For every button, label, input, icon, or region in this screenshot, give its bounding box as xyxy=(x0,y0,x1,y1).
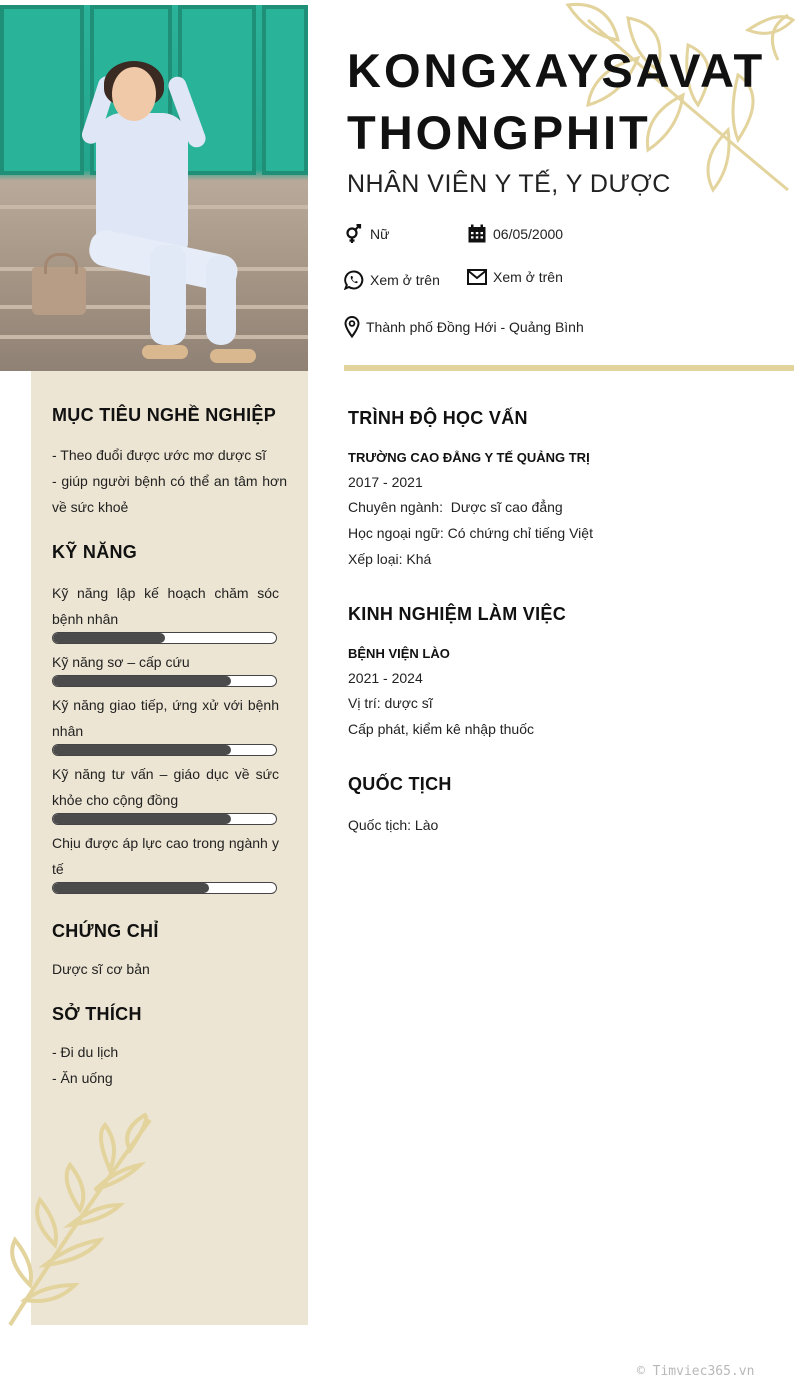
school-name: TRƯỜNG CAO ĐẲNG Y TẾ QUẢNG TRỊ xyxy=(348,450,590,465)
phone-value: Xem ở trên xyxy=(370,272,440,288)
leaf-decoration-bottom xyxy=(0,1110,170,1330)
skill-bar-fill xyxy=(53,745,231,755)
skill-bar xyxy=(52,632,277,644)
objective-line2: - giúp người bệnh có thể an tâm hơn về sức khoẻ xyxy=(52,473,287,515)
name-line2: THONGPHIT xyxy=(347,106,651,159)
calendar-icon xyxy=(467,224,487,244)
certificates-title: CHỨNG CHỈ xyxy=(52,921,159,941)
skill-bar-fill xyxy=(53,676,231,686)
address-info xyxy=(344,316,584,338)
birthday-value: 06/05/2000 xyxy=(493,226,564,242)
company-name: BỆNH VIỆN LÀO xyxy=(348,646,450,661)
email-value: Xem ở trên xyxy=(493,269,563,285)
profile-photo xyxy=(0,5,308,371)
gender-info xyxy=(344,224,389,244)
location-pin-icon xyxy=(344,316,360,338)
skill-bar-fill xyxy=(53,633,165,643)
skill-label: Kỹ năng sơ – cấp cứu xyxy=(52,654,190,670)
whatsapp-icon xyxy=(344,270,364,290)
phone-info xyxy=(344,270,440,290)
hobby-item: - Ăn uống xyxy=(52,1070,113,1086)
skill-label: Kỹ năng giao tiếp, ứng xử với bệnh nhân xyxy=(52,697,279,739)
skill-bar xyxy=(52,882,277,894)
skill-bar xyxy=(52,813,277,825)
footer-watermark: © Timviec365.vn xyxy=(637,1364,755,1379)
education-period: 2017 - 2021 xyxy=(348,474,423,490)
nationality-title: QUỐC TỊCH xyxy=(348,774,452,794)
birthday-info xyxy=(467,224,563,244)
candidate-name xyxy=(347,40,787,164)
skills-title: KỸ NĂNG xyxy=(52,542,138,562)
header-divider xyxy=(344,365,794,371)
skill-label: Kỹ năng lập kế hoạch chăm sóc bệnh nhân xyxy=(52,585,279,627)
education-language: Học ngoại ngữ: Có chứng chỉ tiếng Việt xyxy=(348,525,593,541)
email-info xyxy=(467,268,563,286)
experience-title: KINH NGHIỆM LÀM VIỆC xyxy=(348,604,567,624)
gender-value: Nữ xyxy=(370,226,390,242)
objective-title: MỤC TIÊU NGHỀ NGHIỆP xyxy=(52,405,277,425)
skill-bar xyxy=(52,744,277,756)
experience-duty: Cấp phát, kiểm kê nhập thuốc xyxy=(348,721,535,737)
certificate-item: Dược sĩ cơ bản xyxy=(52,961,150,977)
experience-position: Vị trí: dược sĩ xyxy=(348,695,433,711)
name-line1: KONGXAYSAVAT xyxy=(347,44,766,97)
skill-bar xyxy=(52,675,277,687)
mail-icon xyxy=(467,268,487,286)
education-major: Chuyên ngành: Dược sĩ cao đẳng xyxy=(348,499,563,515)
skill-label: Kỹ năng tư vấn – giáo dục về sức khỏe cho cộng đồng xyxy=(52,766,279,808)
gender-icon xyxy=(344,224,364,244)
objective-line1: - Theo đuổi được ước mơ dược sĩ xyxy=(52,447,266,463)
skill-bar-fill xyxy=(53,814,231,824)
address-value: Thành phố Đồng Hới - Quảng Bình xyxy=(366,319,584,335)
nationality-value: Quốc tịch: Lào xyxy=(348,817,439,833)
hobby-item: - Đi du lịch xyxy=(52,1044,119,1060)
skill-bar-fill xyxy=(53,883,209,893)
job-title: NHÂN VIÊN Y TẾ, Y DƯỢC xyxy=(347,170,671,198)
hobbies-title: SỞ THÍCH xyxy=(52,1004,142,1024)
education-grade: Xếp loại: Khá xyxy=(348,551,432,567)
experience-period: 2021 - 2024 xyxy=(348,670,423,686)
education-title: TRÌNH ĐỘ HỌC VẤN xyxy=(348,408,528,428)
skill-label: Chịu được áp lực cao trong ngành y tế xyxy=(52,835,279,877)
